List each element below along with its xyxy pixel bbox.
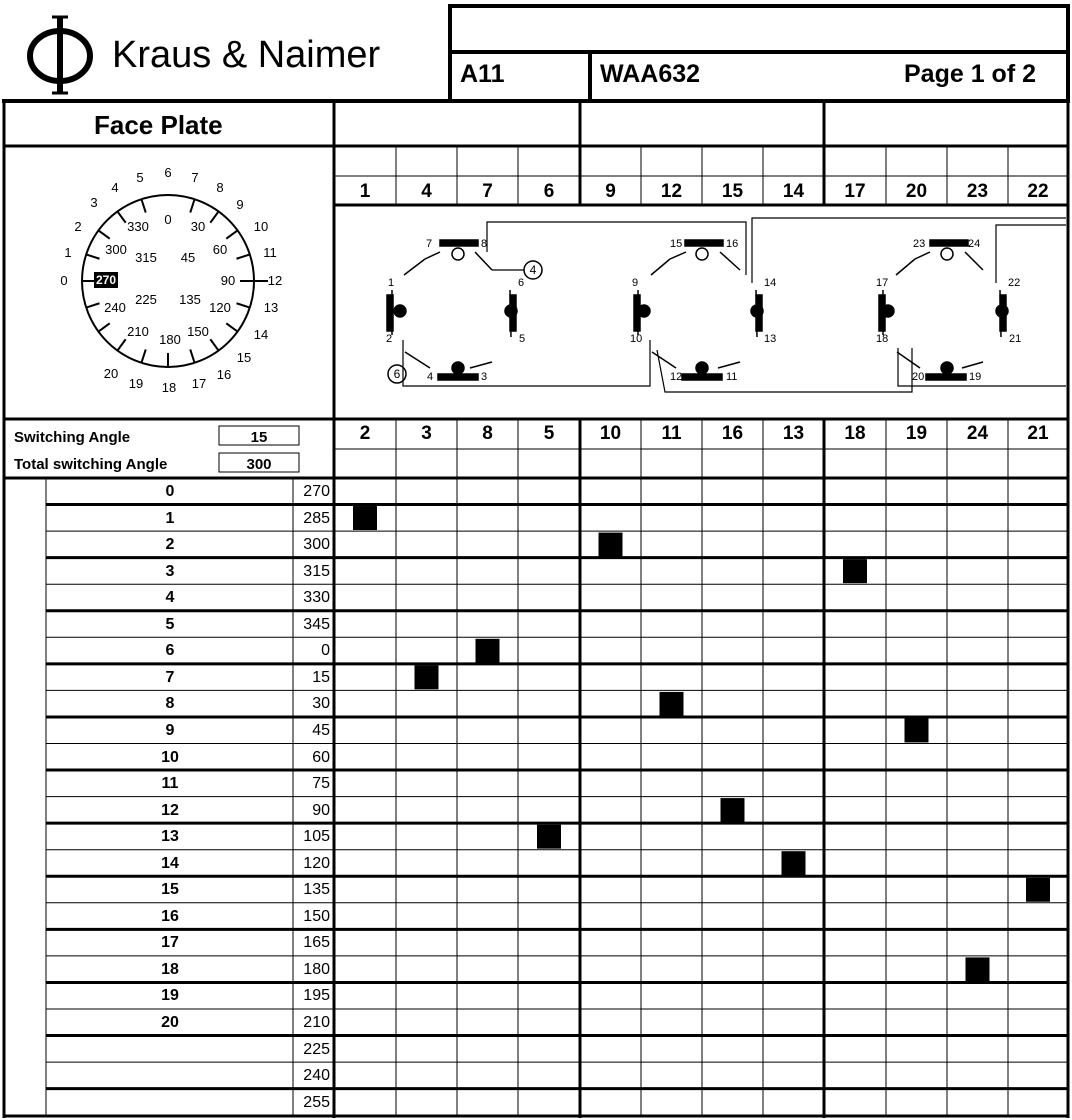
top-terminal-17: 17 xyxy=(844,181,866,202)
row-angle-225: 225 xyxy=(303,1040,330,1058)
closed-mark-pos1-col0 xyxy=(353,506,377,530)
top-terminal-6: 6 xyxy=(543,181,555,202)
bottom-terminal-11: 11 xyxy=(661,423,682,444)
row-angle-210: 210 xyxy=(303,1014,330,1031)
total-angle-value: 300 xyxy=(246,456,272,473)
dial-tick-1 xyxy=(190,199,194,212)
switching-angle-value: 15 xyxy=(250,429,268,446)
page-label: Page 1 of 2 xyxy=(904,60,1036,88)
dial-tick-8 xyxy=(210,339,218,350)
closed-mark-pos8-col5 xyxy=(660,692,684,716)
row-position-1: 1 xyxy=(165,509,175,527)
dial-position-17: 17 xyxy=(191,376,207,391)
row-angle-165: 165 xyxy=(303,934,330,952)
bottom-terminal-19: 19 xyxy=(905,423,928,444)
bottom-terminal-13: 13 xyxy=(782,423,805,444)
dial-position-11: 11 xyxy=(263,245,277,260)
row-angle-345: 345 xyxy=(303,615,330,633)
dial-position-16: 16 xyxy=(216,367,232,382)
row-position-10: 10 xyxy=(161,748,179,766)
diagram-terminal-10: 10 xyxy=(630,333,643,345)
top-terminal-14: 14 xyxy=(782,181,805,202)
dial-angle-45: 45 xyxy=(180,250,196,265)
dial-angle-225: 225 xyxy=(135,292,157,307)
top-terminal-7: 7 xyxy=(482,181,493,202)
row-angle-315: 315 xyxy=(303,562,330,580)
bottom-terminal-16: 16 xyxy=(721,423,744,444)
row-angle-270: 270 xyxy=(303,483,330,500)
dial-position-3: 3 xyxy=(90,195,98,210)
bottom-terminal-5: 5 xyxy=(543,423,555,444)
total-angle-label: Total switching Angle xyxy=(14,456,168,473)
bottom-terminal-2: 2 xyxy=(359,423,371,444)
diagram-terminal-20: 20 xyxy=(912,371,925,383)
row-position-7: 7 xyxy=(165,668,175,686)
faceplate-title: Face Plate xyxy=(94,110,223,140)
dial-tick-11 xyxy=(141,349,145,362)
code-b: WAA632 xyxy=(600,60,701,88)
dial-angle-135: 135 xyxy=(179,292,201,307)
diagram-terminal-18: 18 xyxy=(876,333,889,345)
row-position-12: 12 xyxy=(161,801,179,819)
contact-ring-2 xyxy=(634,240,763,380)
dial-position-0: 0 xyxy=(60,273,68,288)
dial-angle-210: 210 xyxy=(127,324,149,339)
closed-mark-pos9-col9 xyxy=(905,718,929,742)
bottom-terminal-8: 8 xyxy=(482,423,493,444)
diagram-terminal-22: 22 xyxy=(1008,277,1021,289)
closed-mark-pos12-col6 xyxy=(721,798,745,822)
row-position-13: 13 xyxy=(161,828,179,846)
dial-position-20: 20 xyxy=(103,366,119,381)
top-terminal-1: 1 xyxy=(359,181,371,202)
row-position-11: 11 xyxy=(161,775,179,793)
diagram-terminal-11: 11 xyxy=(726,371,738,383)
closed-mark-pos7-col1 xyxy=(415,665,439,689)
row-position-0: 0 xyxy=(165,483,175,500)
row-position-14: 14 xyxy=(161,854,179,872)
top-terminal-20: 20 xyxy=(905,181,928,202)
bottom-terminal-21: 21 xyxy=(1027,423,1049,444)
diagram-terminal-4: 4 xyxy=(427,371,434,383)
dial-position-15: 15 xyxy=(236,350,252,365)
row-angle-45: 45 xyxy=(312,721,330,739)
row-position-16: 16 xyxy=(161,907,179,925)
row-position-8: 8 xyxy=(165,695,175,713)
diagram-terminal-16: 16 xyxy=(726,238,739,250)
phi-logo-icon xyxy=(30,16,90,94)
row-angle-300: 300 xyxy=(303,536,330,554)
row-position-2: 2 xyxy=(165,536,175,554)
row-angle-90: 90 xyxy=(312,801,330,819)
diagram-terminal-24: 24 xyxy=(968,238,981,250)
jumper-label-6: 6 xyxy=(393,367,401,381)
row-angle-240: 240 xyxy=(303,1067,330,1085)
diagram-terminal-19: 19 xyxy=(969,371,982,383)
row-position-6: 6 xyxy=(165,642,175,660)
dial-angle-150: 150 xyxy=(187,324,209,339)
diagram-terminal-2: 2 xyxy=(386,333,393,345)
row-angle-15: 15 xyxy=(312,668,330,686)
dial-position-4: 4 xyxy=(111,180,119,195)
row-angle-0: 0 xyxy=(321,642,330,660)
top-terminal-4: 4 xyxy=(421,181,432,202)
diagram-terminal-21: 21 xyxy=(1009,333,1022,345)
contact-ring-1 xyxy=(387,240,542,383)
row-position-19: 19 xyxy=(161,987,179,1005)
row-angle-75: 75 xyxy=(312,775,330,793)
diagram-terminal-9: 9 xyxy=(632,277,639,289)
diagram-terminal-1: 1 xyxy=(388,277,395,289)
dial-angle-180: 180 xyxy=(159,332,181,347)
row-angle-195: 195 xyxy=(303,987,330,1005)
diagram-terminal-12: 12 xyxy=(670,371,683,383)
closed-mark-pos18-col10 xyxy=(966,957,990,981)
dial-angle-120: 120 xyxy=(209,300,231,315)
dial-angle-0: 0 xyxy=(164,212,172,227)
dial-position-5: 5 xyxy=(136,170,144,185)
row-angle-120: 120 xyxy=(303,854,330,872)
bottom-terminal-24: 24 xyxy=(966,423,989,444)
closed-mark-pos3-col8 xyxy=(843,559,867,583)
row-angle-150: 150 xyxy=(303,907,330,925)
row-position-9: 9 xyxy=(165,721,175,739)
dial-tick-19 xyxy=(141,199,145,212)
dial-position-10: 10 xyxy=(253,219,269,234)
dial-angle-315: 315 xyxy=(135,250,157,265)
dial-position-9: 9 xyxy=(236,197,244,212)
dial-tick-12 xyxy=(117,339,125,350)
dial-position-14: 14 xyxy=(253,327,269,342)
diagram-terminal-5: 5 xyxy=(519,333,526,345)
dial-position-1: 1 xyxy=(64,245,72,260)
dial-angle-330: 330 xyxy=(127,219,149,234)
bottom-terminal-10: 10 xyxy=(599,423,622,444)
row-angle-30: 30 xyxy=(312,695,330,713)
closed-mark-pos14-col7 xyxy=(782,851,806,875)
closed-mark-pos2-col4 xyxy=(599,533,623,557)
row-angle-255: 255 xyxy=(303,1093,330,1111)
dial-angle-30: 30 xyxy=(190,219,206,234)
bottom-terminal-18: 18 xyxy=(844,423,866,444)
code-a: A11 xyxy=(460,60,505,88)
diagram-terminal-13: 13 xyxy=(764,333,777,345)
diagram-terminal-8: 8 xyxy=(481,238,488,250)
row-position-3: 3 xyxy=(165,562,175,580)
top-terminal-12: 12 xyxy=(660,181,683,202)
row-angle-60: 60 xyxy=(312,748,330,766)
dial-angle-270: 270 xyxy=(95,273,117,287)
dial-position-8: 8 xyxy=(216,180,224,195)
row-angle-180: 180 xyxy=(303,960,330,978)
switching-angle-label: Switching Angle xyxy=(14,429,131,446)
dial-angle-300: 300 xyxy=(105,242,127,257)
row-position-18: 18 xyxy=(161,960,179,978)
dial-position-19: 19 xyxy=(128,376,144,391)
jumper-label-4: 4 xyxy=(529,263,537,277)
closed-mark-pos15-col11 xyxy=(1026,878,1050,902)
dial-position-13: 13 xyxy=(263,300,279,315)
diagram-terminal-7: 7 xyxy=(426,238,433,250)
row-angle-105: 105 xyxy=(303,828,330,846)
brand-name: Kraus & Naimer xyxy=(112,34,381,76)
dial-tick-9 xyxy=(190,349,194,362)
diagram-terminal-17: 17 xyxy=(876,277,889,289)
row-position-17: 17 xyxy=(161,934,179,952)
row-position-5: 5 xyxy=(165,615,175,633)
dial-angle-90: 90 xyxy=(220,273,236,288)
top-terminal-23: 23 xyxy=(966,181,989,202)
bottom-terminal-3: 3 xyxy=(421,423,432,444)
dial-position-7: 7 xyxy=(191,170,199,185)
row-angle-330: 330 xyxy=(303,589,330,607)
diagram-terminal-3: 3 xyxy=(481,371,488,383)
diagram-terminal-14: 14 xyxy=(764,277,777,289)
row-position-15: 15 xyxy=(161,881,179,899)
dial-position-6: 6 xyxy=(164,165,172,180)
diagram-terminal-23: 23 xyxy=(913,238,926,250)
dial-angle-60: 60 xyxy=(212,242,228,257)
row-angle-135: 135 xyxy=(303,881,330,899)
closed-mark-pos6-col2 xyxy=(476,639,500,663)
row-angle-285: 285 xyxy=(303,509,330,527)
top-terminal-22: 22 xyxy=(1027,181,1049,202)
diagram-terminal-6: 6 xyxy=(518,277,525,289)
row-position-4: 4 xyxy=(165,589,175,607)
dial-position-2: 2 xyxy=(74,219,82,234)
closed-mark-pos13-col3 xyxy=(537,825,561,849)
top-terminal-9: 9 xyxy=(605,181,616,202)
row-position-20: 20 xyxy=(161,1014,179,1031)
diagram-terminal-15: 15 xyxy=(670,238,683,250)
dial-angle-240: 240 xyxy=(104,300,126,315)
dial-position-18: 18 xyxy=(161,380,177,395)
dial-position-12: 12 xyxy=(267,273,283,288)
top-terminal-15: 15 xyxy=(721,181,744,202)
